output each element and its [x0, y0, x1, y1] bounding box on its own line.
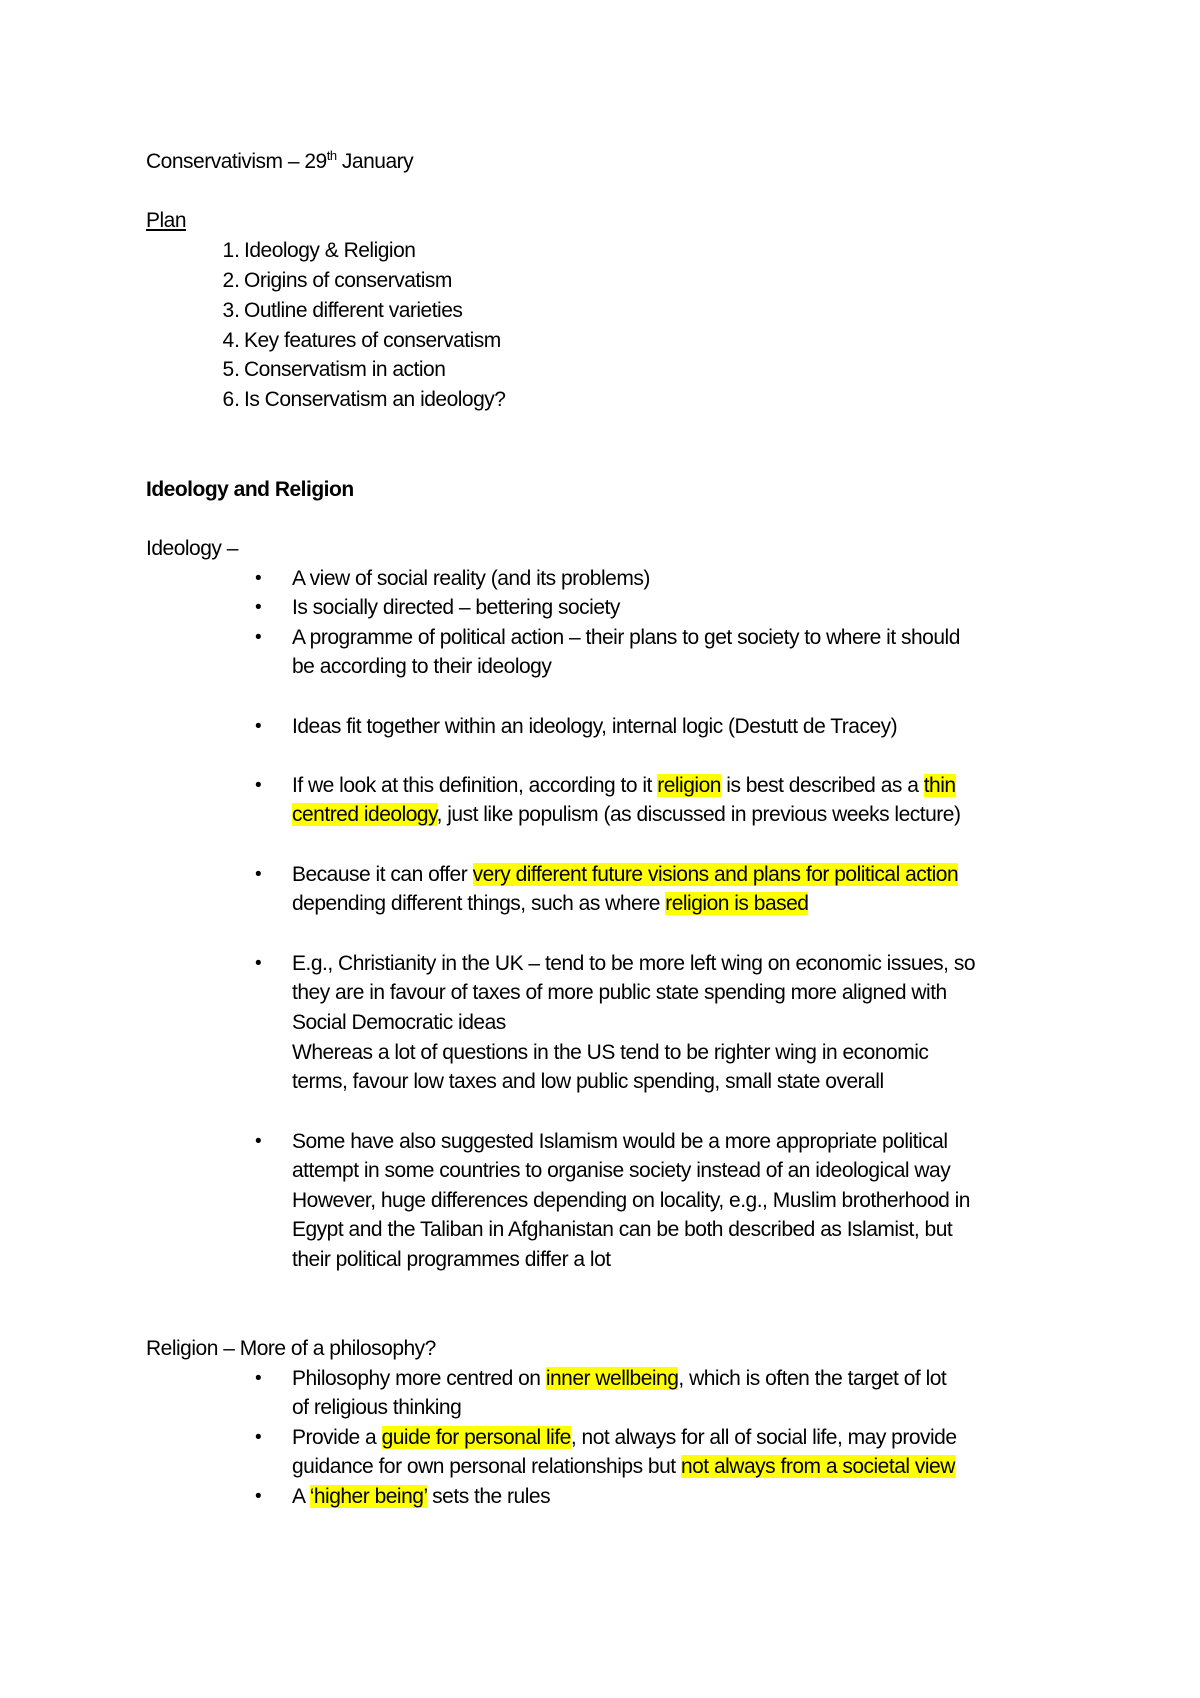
plan-item: Is Conservatism an ideology?: [244, 388, 506, 411]
bullet-icon: •: [255, 716, 262, 737]
subheading: Ideology –: [146, 537, 238, 560]
bullet-icon: •: [255, 953, 262, 974]
bullet-text-cont: However, huge differences depending on locality, e.g., Muslim brotherhood in: [292, 1189, 970, 1212]
plan-item-number: 6.: [222, 388, 240, 411]
bullet-text-cont: Egypt and the Taliban in Afghanistan can be both described as Islamist, but: [292, 1218, 953, 1241]
section-heading: Religion – More of a philosophy?: [146, 1337, 436, 1360]
bullet-text: If we look at this definition, according to it religion is best described as a thin: [292, 774, 956, 797]
bullet-text: Provide a guide for personal life, not always for all of social life, may provide: [292, 1426, 957, 1449]
section-heading: Ideology and Religion: [146, 478, 354, 501]
bullet-icon: •: [255, 597, 262, 618]
bullet-icon: •: [255, 1131, 262, 1152]
bullet-text: Is socially directed – bettering society: [292, 596, 620, 619]
bullet-text-cont: guidance for own personal relationships but not always from a societal view: [292, 1455, 955, 1478]
bullet-text-cont: centred ideology, just like populism (as discussed in previous weeks lecture): [292, 803, 961, 826]
plan-item: Conservatism in action: [244, 358, 446, 381]
bullet-text: Because it can offer very different future visions and plans for political action: [292, 863, 959, 886]
plan-item: Origins of conservatism: [244, 269, 452, 292]
bullet-icon: •: [255, 1427, 262, 1448]
bullet-text: E.g., Christianity in the UK – tend to be more left wing on economic issues, so: [292, 952, 976, 975]
plan-item-number: 1.: [222, 239, 240, 262]
highlight: thin: [923, 774, 956, 797]
bullet-icon: •: [255, 775, 262, 796]
plan-item-number: 4.: [222, 329, 240, 352]
bullet-text-cont: Whereas a lot of questions in the US tend to be righter wing in economic: [292, 1041, 929, 1064]
highlight: not always from a societal view: [680, 1455, 955, 1478]
highlight: guide for personal life: [381, 1426, 571, 1449]
bullet-icon: •: [255, 1486, 262, 1507]
bullet-text: A programme of political action – their plans to get society to where it should: [292, 626, 960, 649]
page-title: Conservativism – 29th January: [146, 148, 414, 173]
plan-item: Outline different varieties: [244, 299, 463, 322]
bullet-text: A view of social reality (and its problems): [292, 567, 650, 590]
bullet-text-cont: depending different things, such as where religion is based: [292, 892, 809, 915]
highlight: ‘higher being’: [309, 1485, 427, 1508]
bullet-text-cont: terms, favour low taxes and low public spending, small state overall: [292, 1070, 884, 1093]
highlight: religion: [657, 774, 721, 797]
bullet-text: Philosophy more centred on inner wellbeing, which is often the target of lot: [292, 1367, 947, 1390]
bullet-icon: •: [255, 864, 262, 885]
bullet-text-cont: their political programmes differ a lot: [292, 1248, 611, 1271]
bullet-text-cont: attempt in some countries to organise society instead of an ideological way: [292, 1159, 951, 1182]
bullet-text: Ideas fit together within an ideology, internal logic (Destutt de Tracey): [292, 715, 898, 738]
bullet-text-cont: Social Democratic ideas: [292, 1011, 506, 1034]
plan-item: Ideology & Religion: [244, 239, 416, 262]
bullet-icon: •: [255, 568, 262, 589]
bullet-text: Some have also suggested Islamism would be a more appropriate political: [292, 1130, 948, 1153]
bullet-text: A ‘higher being’ sets the rules: [292, 1485, 551, 1508]
bullet-text-cont: of religious thinking: [292, 1396, 462, 1419]
plan-heading: Plan: [146, 209, 187, 232]
bullet-text-cont: they are in favour of taxes of more public state spending more aligned with: [292, 981, 947, 1004]
plan-item: Key features of conservatism: [244, 329, 501, 352]
bullet-text-cont: be according to their ideology: [292, 655, 552, 678]
plan-item-number: 2.: [222, 269, 240, 292]
highlight: very different future visions and plans for political action: [472, 863, 959, 886]
plan-item-number: 3.: [222, 299, 240, 322]
bullet-icon: •: [255, 1368, 262, 1389]
highlight: centred ideology: [292, 803, 437, 826]
highlight: religion is based: [665, 892, 809, 915]
highlight: inner wellbeing: [545, 1367, 679, 1390]
bullet-icon: •: [255, 627, 262, 648]
plan-item-number: 5.: [222, 358, 240, 381]
